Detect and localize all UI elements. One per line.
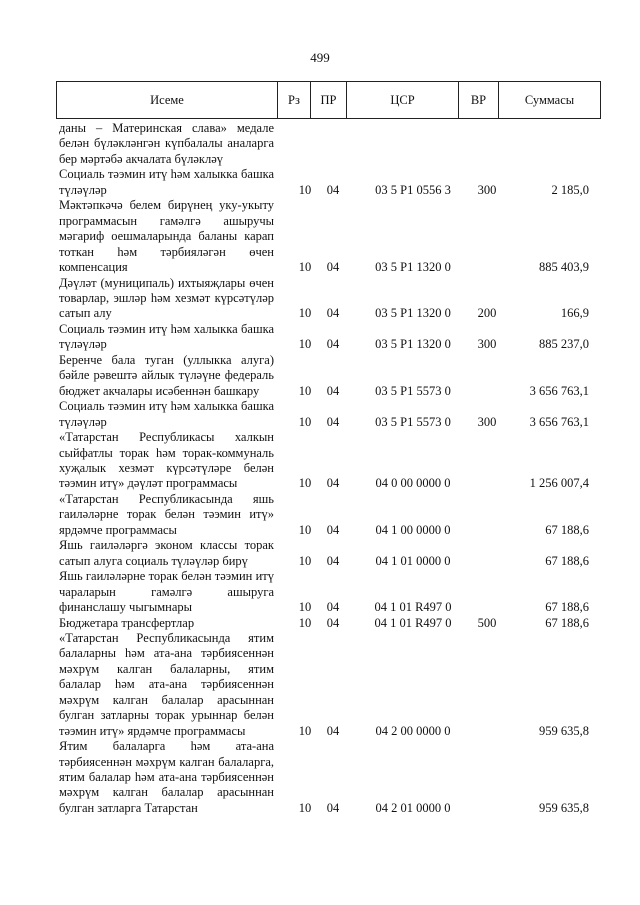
cell-csr: 04 2 01 0000 0 bbox=[375, 800, 451, 815]
cell-vr: 200 bbox=[477, 306, 497, 321]
cell-vr: 300 bbox=[477, 414, 497, 429]
cell-csr: 03 5 Р1 5573 0 bbox=[375, 383, 451, 398]
cell-rz: 10 bbox=[298, 553, 312, 568]
cell-name: даны – Материнская слава» медале белән бүләкләнгән күпбалалы аналарга бер мәртәбә акчалата бүләкләү bbox=[59, 121, 274, 166]
cell-name: «Татарстан Республикасында ятим балаларны һәм ата-ана тәрбиясеннән мәхрүм калган балаларны, ятим балалар һәм ата-ана тәрбиясеннән мәхрүм калган балалар арасыннан булган затларны торак урыннар белән тәэмин итү» ярдәмче программасы bbox=[59, 630, 274, 738]
cell-name: Ятим балаларга һәм ата-ана тәрбиясеннән мәхрүм калган балаларга, ятим балалар һәм ата-ана тәрбиясеннән мәхрүм калган балалар арасыннан булган затларга Татарстан bbox=[59, 739, 274, 815]
cell-csr: 03 5 Р1 1320 0 bbox=[375, 337, 451, 352]
cell-name: Беренче бала туган (уллыкка алуга) бәйле рәвештә айлык түләүне федераль бюджет акчалары исәбеннән башкару bbox=[59, 352, 274, 398]
table-row bbox=[59, 167, 599, 198]
cell-pr: 04 bbox=[326, 414, 340, 429]
cell-pr: 04 bbox=[326, 476, 340, 491]
page-number: 499 bbox=[310, 50, 330, 65]
cell-sum: 1 256 007,4 bbox=[529, 476, 589, 491]
cell-pr: 04 bbox=[326, 337, 340, 352]
cell-csr: 04 1 00 0000 0 bbox=[375, 522, 451, 537]
cell-rz: 10 bbox=[298, 414, 312, 429]
cell-csr: 04 1 01 0000 0 bbox=[375, 553, 451, 568]
cell-sum: 959 635,8 bbox=[539, 800, 589, 815]
cell-csr: 03 5 Р1 1320 0 bbox=[375, 306, 451, 321]
cell-sum: 166,9 bbox=[560, 306, 589, 321]
cell-csr: 03 5 Р1 5573 0 bbox=[375, 414, 451, 429]
cell-csr: 03 5 Р1 0556 3 bbox=[375, 182, 451, 197]
header-sum: Суммасы bbox=[524, 92, 575, 107]
table-row bbox=[59, 739, 599, 816]
cell-rz: 10 bbox=[298, 476, 312, 491]
cell-csr: 04 2 00 0000 0 bbox=[375, 723, 451, 738]
cell-rz: 10 bbox=[298, 260, 312, 275]
cell-csr: 04 1 01 R497 0 bbox=[374, 600, 452, 615]
cell-name: Яшь гаиләләрне торак белән тәэмин итү чараларын гамәлгә ашыруга финанслашу чыгымнары bbox=[59, 569, 274, 615]
cell-rz: 10 bbox=[298, 182, 312, 197]
table-row bbox=[59, 538, 599, 569]
cell-pr: 04 bbox=[326, 600, 340, 615]
header-csr: ЦСР bbox=[347, 82, 459, 118]
cell-csr: 04 1 01 R497 0 bbox=[374, 615, 452, 630]
cell-name: Мәктәпкәчә белем бирүнең уку-укыту программасын гамәлгә ашыручы мәгариф оешмаларында баланы карап тоткан һәм тәрбияләгән өчен компенсация bbox=[59, 198, 274, 275]
table-row bbox=[59, 430, 599, 492]
cell-pr: 04 bbox=[326, 553, 340, 568]
header-rz: Рз bbox=[278, 82, 311, 118]
cell-csr: 03 5 Р1 1320 0 bbox=[375, 260, 451, 275]
cell-pr: 04 bbox=[326, 723, 340, 738]
cell-sum: 3 656 763,1 bbox=[529, 414, 589, 429]
cell-name: Социаль тәэмин итү һәм халыкка башка түләүләр bbox=[59, 167, 274, 197]
table-header bbox=[56, 81, 601, 119]
cell-vr: 300 bbox=[477, 182, 497, 197]
cell-pr: 04 bbox=[326, 522, 340, 537]
cell-pr: 04 bbox=[326, 260, 340, 275]
cell-rz: 10 bbox=[298, 615, 312, 630]
cell-rz: 10 bbox=[298, 383, 312, 398]
cell-name: «Татарстан Республикасы халкын сыйфатлы торак һәм торак-коммуналь хуҗалык хезмәт күрсәтүләре белән тәэмин итү» дәүләт программасы bbox=[59, 430, 274, 491]
cell-rz: 10 bbox=[298, 306, 312, 321]
table-row bbox=[59, 198, 599, 275]
cell-rz: 10 bbox=[298, 337, 312, 352]
cell-pr: 04 bbox=[326, 383, 340, 398]
cell-name: Бюджетара трансфертлар bbox=[59, 615, 195, 630]
cell-name: Социаль тәэмин итү һәм халыкка башка түләүләр bbox=[59, 399, 274, 429]
cell-sum: 885 237,0 bbox=[539, 337, 589, 352]
header-vr: ВР bbox=[459, 82, 499, 118]
cell-sum: 2 185,0 bbox=[551, 182, 589, 197]
cell-rz: 10 bbox=[298, 522, 312, 537]
cell-name: «Татарстан Республикасында яшь гаиләләрне торак белән тәэмин итү» ярдәмче программасы bbox=[59, 491, 274, 537]
cell-name: Яшь гаиләләргә эконом классы торак сатып алуга социаль түләүләр бирү bbox=[59, 538, 274, 568]
table-row bbox=[59, 569, 599, 615]
cell-vr: 500 bbox=[477, 615, 497, 630]
header-name: Исеме bbox=[57, 82, 278, 118]
table-body bbox=[59, 121, 599, 816]
cell-rz: 10 bbox=[298, 600, 312, 615]
table-row bbox=[59, 631, 599, 739]
cell-sum: 67 188,6 bbox=[545, 615, 589, 630]
table-row bbox=[59, 276, 599, 322]
cell-name: Социаль тәэмин итү һәм халыкка башка түләүләр bbox=[59, 321, 274, 352]
table-row bbox=[59, 616, 599, 631]
table-row bbox=[59, 322, 599, 353]
cell-sum: 67 188,6 bbox=[545, 600, 589, 615]
cell-pr: 04 bbox=[326, 800, 340, 815]
cell-sum: 3 656 763,1 bbox=[529, 383, 589, 398]
cell-name: Дәүләт (муниципаль) ихтыяҗлары өчен товарлар, эшләр һәм хезмәт күрсәтүләр сатып алу bbox=[59, 275, 274, 321]
cell-sum: 959 635,8 bbox=[539, 723, 589, 738]
table-row bbox=[59, 121, 599, 167]
cell-vr: 300 bbox=[477, 337, 497, 352]
cell-pr: 04 bbox=[326, 615, 340, 630]
cell-pr: 04 bbox=[326, 182, 340, 197]
table-row bbox=[59, 353, 599, 399]
cell-sum: 67 188,6 bbox=[545, 522, 589, 537]
table-row bbox=[59, 399, 599, 430]
header-pr: ПР bbox=[311, 82, 347, 118]
cell-pr: 04 bbox=[326, 306, 340, 321]
cell-rz: 10 bbox=[298, 723, 312, 738]
table-row bbox=[59, 492, 599, 538]
cell-rz: 10 bbox=[298, 800, 312, 815]
cell-csr: 04 0 00 0000 0 bbox=[375, 476, 451, 491]
cell-sum: 67 188,6 bbox=[545, 553, 589, 568]
cell-sum: 885 403,9 bbox=[539, 260, 589, 275]
